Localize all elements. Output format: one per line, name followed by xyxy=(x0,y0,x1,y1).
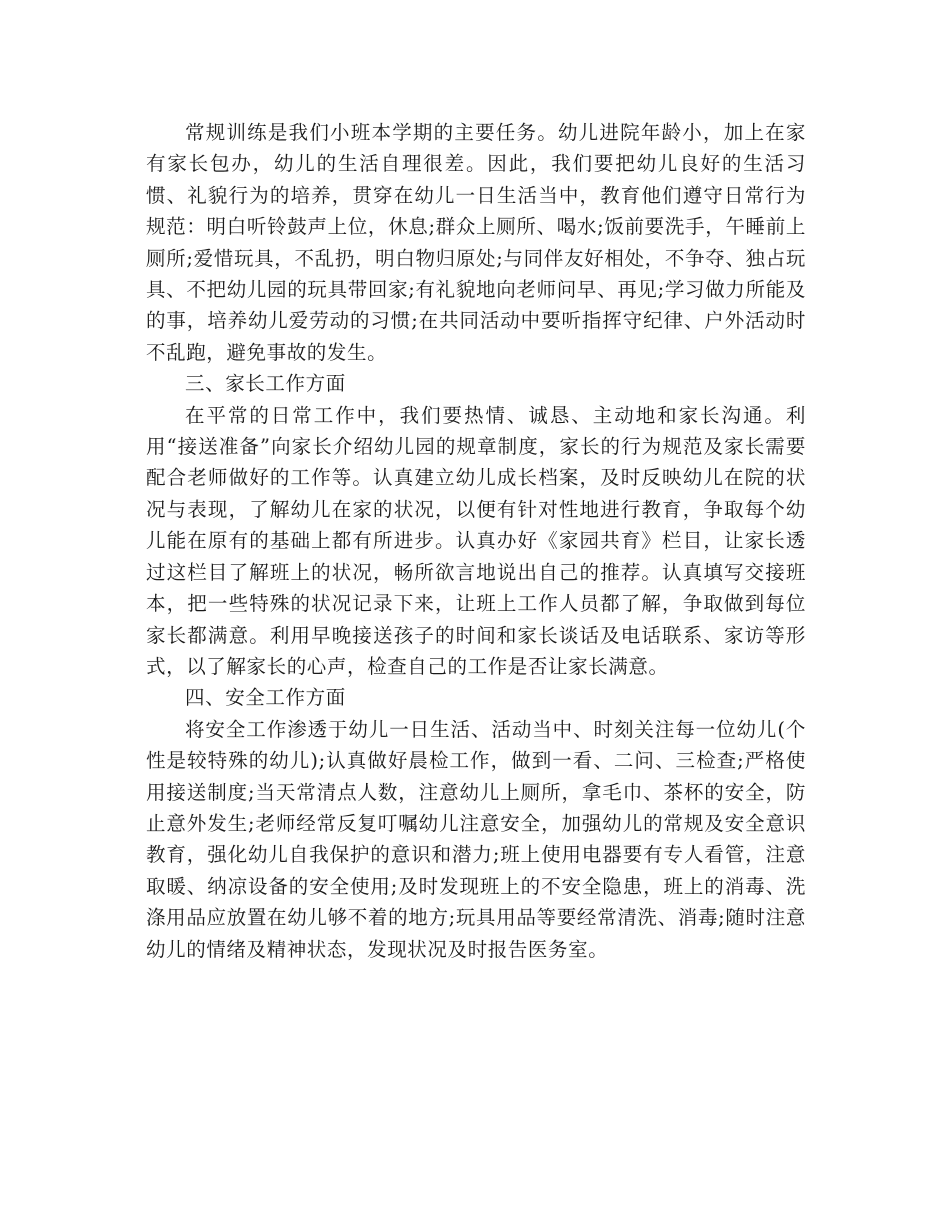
section-heading-parent-work: 三、家长工作方面 xyxy=(185,372,346,396)
section-heading-safety-work: 四、安全工作方面 xyxy=(185,686,346,710)
paragraph-parent-work: 在平常的日常工作中，我们要热情、诚恳、主动地和家长沟通。利用“接送准备”向家长介绍幼儿园的规章制度，家长的行为规范及家长需要配合老师做好的工作等。认真建立幼儿成长档案，及时反映幼儿在院的状况与表现，了解幼儿在家的状况，以便有针对性地进行教育，争取每个幼儿能在原有的基础上都有所进步。认真办好《家园共育》栏目，让家长透过这栏目了解班上的状况，畅所欲言地说出自己的推荐。认真填写交接班本，把一些特殊的状况记录下来，让班上工作人员都了解，争取做到每位家长都满意。利用早晚接送孩子的时间和家长谈话及电话联系、家访等形式，以了解家长的心声，检查自己的工作是否让家长满意。 xyxy=(146,403,806,678)
document-body xyxy=(146,117,806,965)
paragraph-safety-work: 将安全工作渗透于幼儿一日生活、活动当中、时刻关注每一位幼儿(个性是较特殊的幼儿);认真做好晨检工作，做到一看、二问、三检查;严格使用接送制度;当天常清点人数，注意幼儿上厕所，拿毛巾、茶杯的安全，防止意外发生;老师经常反复叮嘱幼儿注意安全，加强幼儿的常规及安全意识教育，强化幼儿自我保护的意识和潜力;班上使用电器要有专人看管，注意取暖、纳凉设备的安全使用;及时发现班上的不安全隐患，班上的消毒、洗涤用品应放置在幼儿够不着的地方;玩具用品等要经常清洗、消毒;随时注意幼儿的情绪及精神状态，发现状况及时报告医务室。 xyxy=(146,717,806,961)
paragraph-routine-training: 常规训练是我们小班本学期的主要任务。幼儿进院年龄小，加上在家有家长包办，幼儿的生活自理很差。因此，我们要把幼儿良好的生活习惯、礼貌行为的培养，贯穿在幼儿一日生活当中，教育他们遵守日常行为规范：明白听铃鼓声上位，休息;群众上厕所、喝水;饭前要洗手，午睡前上厕所;爱惜玩具，不乱扔，明白物归原处;与同伴友好相处，不争夺、独占玩具、不把幼儿园的玩具带回家;有礼貌地向老师问早、再见;学习做力所能及的事，培养幼儿爱劳动的习惯;在共同活动中要听指挥守纪律、户外活动时不乱跑，避免事故的发生。 xyxy=(146,121,806,364)
